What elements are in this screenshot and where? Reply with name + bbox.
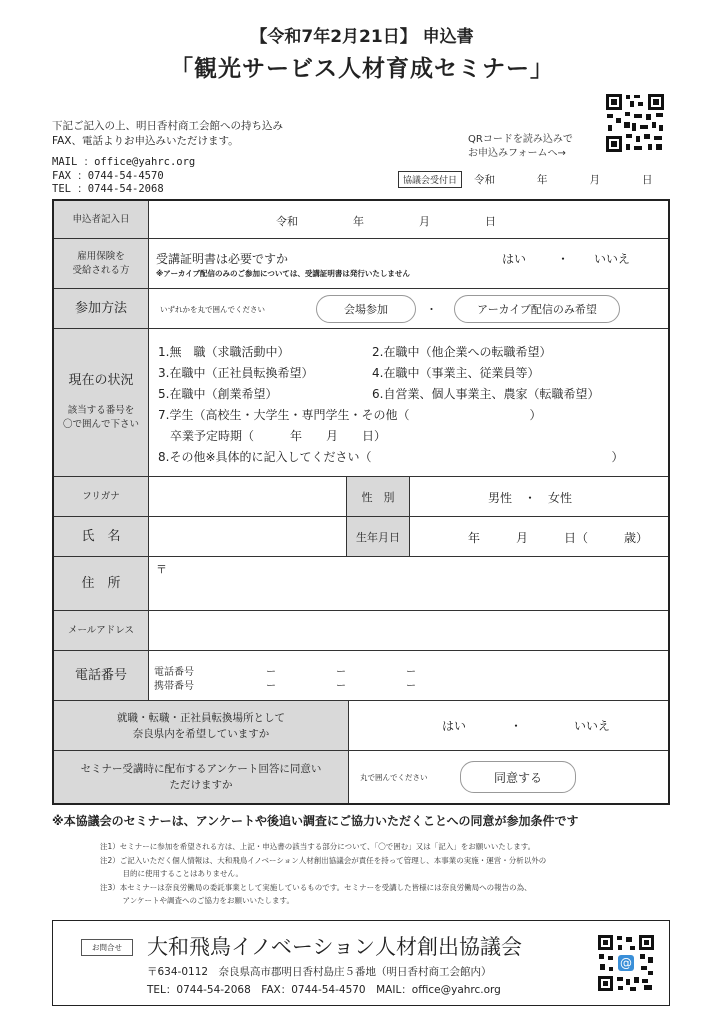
- label-gender: 性 別: [346, 477, 410, 516]
- nara-yes-option[interactable]: はい: [442, 719, 467, 733]
- label-name: 氏 名: [54, 517, 149, 556]
- label-address: 住 所: [54, 557, 149, 610]
- certificate-question: 受講証明書は必要ですか: [156, 252, 289, 266]
- note-item: アンケートや調査へのご協力をお願いいたします。: [100, 896, 294, 905]
- status-option-3[interactable]: 3.在職中（正社員転換希望）: [158, 366, 314, 380]
- label-furigana: フリガナ: [54, 477, 149, 516]
- graduation-date-field[interactable]: 卒業予定時期（ 年 月 日）: [170, 429, 387, 443]
- intro-text: [52, 119, 283, 149]
- label-line: 就職・転職・正社員転換場所として: [117, 711, 285, 724]
- label-applicant-date: 申込者記入日: [54, 201, 149, 238]
- qr-note-line: QRコードを読み込みで: [468, 134, 573, 145]
- footer-box: [52, 920, 670, 1006]
- qr-code-icon[interactable]: [604, 92, 666, 154]
- separator-dot: ・: [557, 252, 570, 266]
- inquiry-label: お問合せ: [81, 939, 133, 956]
- intro-line: FAX、電話よりお申込みいただけます。: [52, 135, 239, 147]
- label-line: セミナー受講時に配布するアンケート回答に同意い: [80, 763, 322, 775]
- status-option-5[interactable]: 5.在職中（創業希望）: [158, 387, 278, 401]
- status-sub: 〇で囲んで下さい: [62, 418, 139, 430]
- certificate-no-option[interactable]: いいえ: [594, 252, 631, 266]
- address-field[interactable]: 〒: [156, 563, 167, 576]
- tel-label: 電話番号: [154, 667, 194, 678]
- receipt-date[interactable]: 令和 年 月 日: [474, 174, 653, 186]
- label-line: 受給される方: [72, 264, 130, 276]
- row-email: [54, 611, 668, 651]
- venue-option[interactable]: 会場参加: [316, 295, 416, 323]
- qr-code-mail-icon[interactable]: [596, 933, 656, 993]
- application-form: [52, 199, 670, 805]
- tel-field[interactable]: ー ー ー: [266, 667, 416, 678]
- row-applicant-date: [54, 201, 668, 239]
- status-option-7[interactable]: 7.学生（高校生・大学生・専門学生・その他（ ）: [158, 408, 542, 422]
- birth-date-field[interactable]: 年 月 日（ 歳）: [468, 531, 649, 545]
- label-phone: 電話番号: [54, 651, 149, 700]
- status-option-8[interactable]: 8.その他※具体的に記入してください（ ）: [158, 450, 624, 464]
- name-field[interactable]: [150, 517, 346, 556]
- email-field[interactable]: [150, 611, 660, 650]
- note-item: 注1）セミナーに参加を希望される方は、上記・申込書の該当する部分について、「〇で囲む」又は「記入」をお願いいたします。: [100, 842, 536, 851]
- status-option-6[interactable]: 6.自営業、個人事業主、農家（転職希望）: [372, 387, 600, 401]
- receipt-label: 協議会受付日: [398, 171, 462, 188]
- certificate-note: ※アーカイブ配信のみのご参加については、受講証明書は発行いたしません: [156, 269, 410, 278]
- row-furigana: [54, 477, 668, 517]
- label-employment-insurance: [54, 239, 149, 288]
- certificate-yes-option[interactable]: はい: [502, 252, 527, 266]
- label-line: 奈良県内を希望していますか: [132, 727, 270, 740]
- organization-name: 大和飛鳥イノベーション人材創出協議会: [147, 935, 523, 959]
- status-sub: 該当する番号を: [67, 404, 135, 416]
- qr-note: [468, 133, 573, 161]
- agree-option[interactable]: 同意する: [460, 761, 576, 793]
- document-subtitle: 【令和7年2月21日】 申込書: [250, 27, 474, 47]
- label-nara-preference: [54, 701, 349, 750]
- row-address: [54, 557, 668, 611]
- furigana-field[interactable]: [150, 477, 346, 516]
- status-option-1[interactable]: 1.無 職（求職活動中）: [158, 345, 290, 359]
- applicant-date-field[interactable]: 令和 年 月 日: [276, 215, 496, 228]
- survey-hint: 丸で囲んでください: [360, 773, 428, 782]
- nara-no-option[interactable]: いいえ: [574, 719, 611, 733]
- method-hint: いずれかを丸で囲んでください: [160, 305, 265, 314]
- note-item: 注3）本セミナーは奈良労働局の委託事業として実施しているものです。セミナーを受講した皆様には奈良労働局への報告の為、: [100, 882, 532, 892]
- label-line: ただけますか: [169, 779, 233, 791]
- note-item: 目的に使用することはありません。: [100, 869, 243, 878]
- mobile-label: 携帯番号: [154, 681, 194, 692]
- archive-option[interactable]: アーカイブ配信のみ希望: [454, 295, 620, 323]
- contact-tel: TEL ：0744-54-2068: [52, 183, 164, 195]
- row-participation-method: [54, 289, 668, 329]
- document-title: 「観光サービス人材育成セミナー」: [170, 56, 554, 82]
- label-line: 雇用保険を: [77, 250, 125, 262]
- note-item: 注2）ご記入いただく個人情報は、大和飛鳥イノベーション人材創出協議会が責任を持って管理し、本事業の実施・運営・分析以外の: [100, 855, 547, 865]
- qr-note-line: お申込みフォームへ→: [468, 148, 566, 159]
- status-option-4[interactable]: 4.在職中（事業主、従業員等）: [372, 366, 540, 380]
- row-phone: [54, 651, 668, 701]
- notes-list: [100, 840, 546, 908]
- organization-address: 〒634-0112 奈良県高市郡明日香村島庄５番地（明日香村商工会館内）: [147, 966, 492, 978]
- label-email: メールアドレス: [54, 611, 149, 650]
- contact-fax: FAX ：0744-54-4570: [52, 169, 164, 182]
- label-current-status: [54, 329, 149, 476]
- mobile-field[interactable]: ー ー ー: [266, 681, 416, 692]
- label-participation-method: 参加方法: [54, 289, 149, 328]
- status-title: 現在の状況: [68, 372, 134, 388]
- contact-mail: MAIL ：office@yahrc.org: [52, 156, 196, 168]
- row-survey-consent: [54, 751, 668, 803]
- row-employment-insurance: [54, 239, 668, 289]
- intro-line: 下記ご記入の上、明日香村商工会館への持ち込み: [52, 120, 283, 132]
- contact-info: [52, 156, 195, 197]
- row-current-status: [54, 329, 668, 477]
- organization-contact: TEL：0744-54-2068 FAX：0744-54-4570 MAIL：office@yahrc.org: [147, 984, 501, 996]
- participation-condition: ※本協議会のセミナーは、アンケートや後追い調査にご協力いただくことへの同意が参加条件です: [52, 814, 579, 828]
- row-nara-preference: [54, 701, 668, 751]
- svg-text:@: @: [620, 956, 632, 970]
- row-name: [54, 517, 668, 557]
- label-survey-consent: [54, 751, 349, 803]
- separator-dot: ・: [426, 303, 437, 316]
- separator-dot: ・: [510, 719, 523, 733]
- label-birth-date: 生年月日: [346, 517, 410, 556]
- status-option-2[interactable]: 2.在職中（他企業への転職希望）: [372, 345, 552, 359]
- gender-field[interactable]: 男性 ・ 女性: [488, 491, 573, 505]
